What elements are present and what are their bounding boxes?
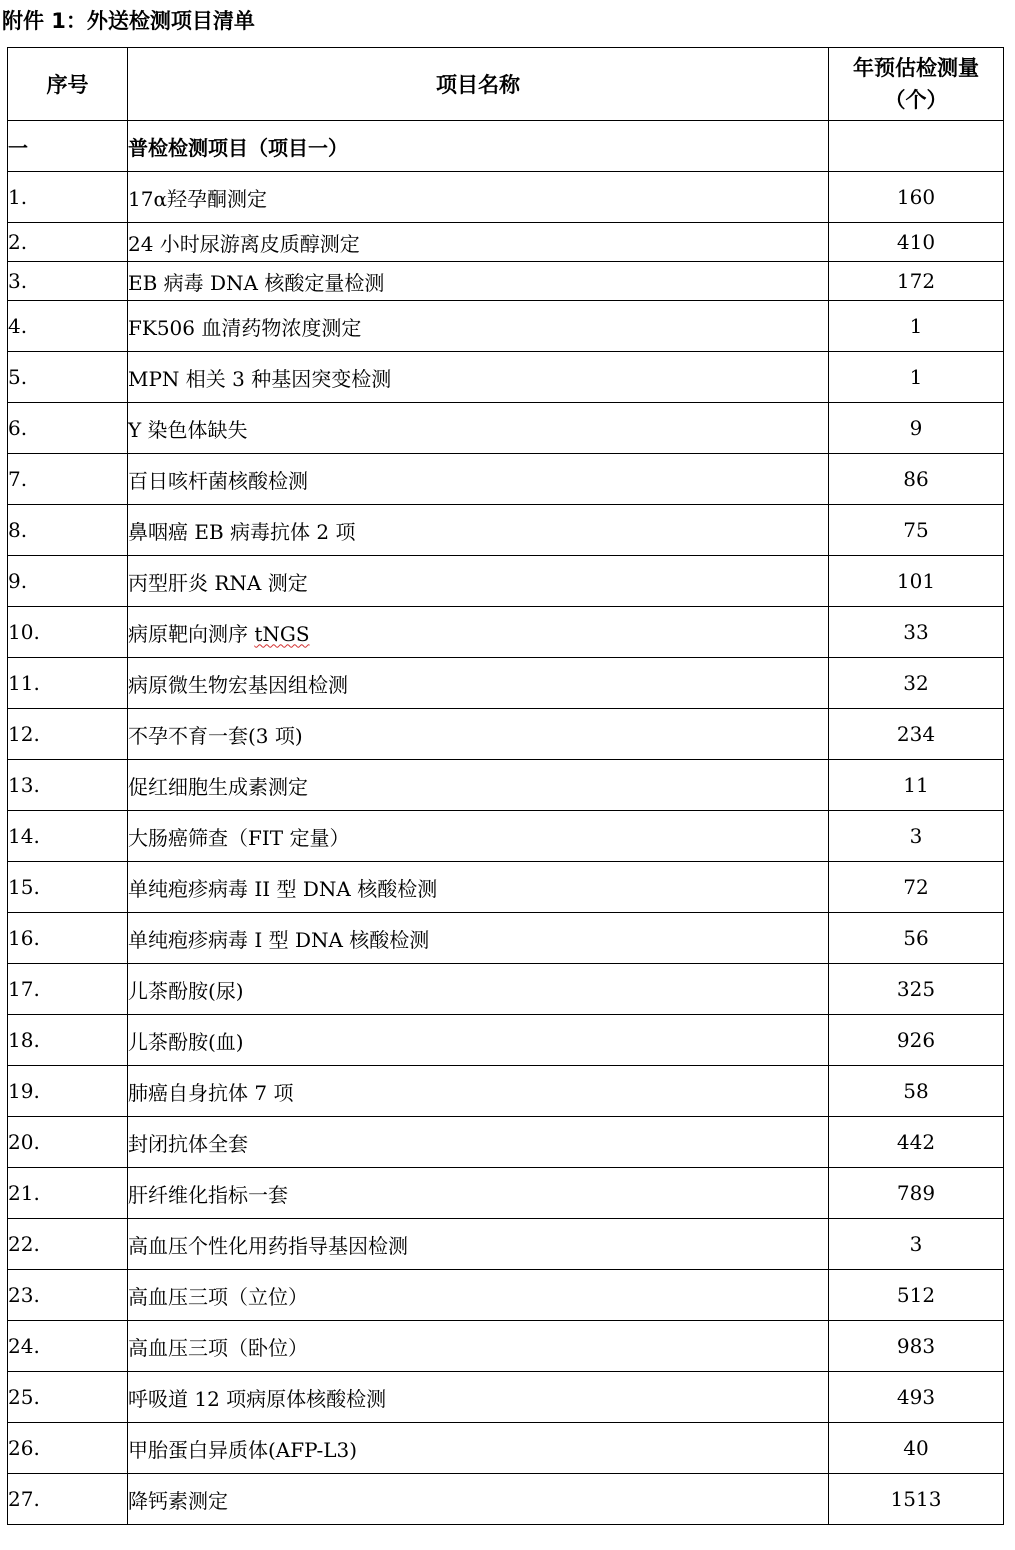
row-item-name-text: 降钙素测定 (128, 1488, 228, 1513)
row-number: 1. (8, 172, 128, 223)
table-row (8, 607, 1004, 658)
row-annual-volume: 9 (829, 403, 1004, 454)
row-item-name (128, 223, 829, 262)
row-number: 17. (8, 964, 128, 1015)
table-row (8, 1474, 1004, 1525)
table-row (8, 811, 1004, 862)
table-row (8, 454, 1004, 505)
row-number: 6. (8, 403, 128, 454)
section-name: 普检检测项目（项目一） (128, 121, 829, 172)
row-annual-volume: 172 (829, 262, 1004, 301)
row-annual-volume: 86 (829, 454, 1004, 505)
row-annual-volume: 3 (829, 1219, 1004, 1270)
row-annual-volume: 1 (829, 352, 1004, 403)
row-item-name (128, 1474, 829, 1525)
row-item-name (128, 1270, 829, 1321)
row-item-name (128, 454, 829, 505)
table-row (8, 1066, 1004, 1117)
row-annual-volume: 493 (829, 1372, 1004, 1423)
table-row (8, 262, 1004, 301)
row-annual-volume: 58 (829, 1066, 1004, 1117)
row-number: 10. (8, 607, 128, 658)
row-annual-volume: 3 (829, 811, 1004, 862)
row-item-name-text: 丙型肝炎 RNA 测定 (128, 570, 308, 595)
row-item-name-text: 病原靶向测序 (128, 621, 255, 646)
row-item-name (128, 607, 829, 658)
row-item-name (128, 964, 829, 1015)
header-item-name: 项目名称 (128, 48, 829, 121)
row-item-name (128, 172, 829, 223)
row-item-name-text: 24 小时尿游离皮质醇测定 (128, 231, 360, 256)
row-number: 18. (8, 1015, 128, 1066)
row-number: 22. (8, 1219, 128, 1270)
row-number: 8. (8, 505, 128, 556)
row-annual-volume: 33 (829, 607, 1004, 658)
row-item-name (128, 862, 829, 913)
row-annual-volume: 234 (829, 709, 1004, 760)
row-item-name-text: 单纯疱疹病毒 II 型 DNA 核酸检测 (128, 876, 438, 901)
row-number: 21. (8, 1168, 128, 1219)
row-annual-volume: 11 (829, 760, 1004, 811)
table-header-row (8, 48, 1004, 121)
row-item-name-text: 肺癌自身抗体 7 项 (128, 1080, 294, 1105)
row-annual-volume: 40 (829, 1423, 1004, 1474)
table-row (8, 1219, 1004, 1270)
row-item-name (128, 403, 829, 454)
table-row (8, 1015, 1004, 1066)
row-annual-volume: 32 (829, 658, 1004, 709)
table-row (8, 301, 1004, 352)
row-item-name (128, 352, 829, 403)
row-item-name-text: 儿茶酚胺(尿) (128, 978, 244, 1003)
row-annual-volume: 75 (829, 505, 1004, 556)
row-number: 12. (8, 709, 128, 760)
table-row (8, 862, 1004, 913)
row-number: 19. (8, 1066, 128, 1117)
row-annual-volume: 160 (829, 172, 1004, 223)
section-volume (829, 121, 1004, 172)
row-item-name-text: 儿茶酚胺(血) (128, 1029, 244, 1054)
row-item-name (128, 760, 829, 811)
row-number: 26. (8, 1423, 128, 1474)
table-row (8, 1321, 1004, 1372)
row-annual-volume: 512 (829, 1270, 1004, 1321)
row-item-name (128, 1015, 829, 1066)
table-row (8, 223, 1004, 262)
row-item-name (128, 1066, 829, 1117)
row-item-name-text: 鼻咽癌 EB 病毒抗体 2 项 (128, 519, 356, 544)
section-row (8, 121, 1004, 172)
row-number: 5. (8, 352, 128, 403)
row-item-name (128, 913, 829, 964)
row-number: 25. (8, 1372, 128, 1423)
row-item-name (128, 658, 829, 709)
table-row (8, 1270, 1004, 1321)
header-annual-volume (829, 48, 1004, 121)
row-item-name-text: 高血压三项（立位） (128, 1284, 308, 1309)
table-row (8, 505, 1004, 556)
row-item-name-text: 甲胎蛋白异质体(AFP-L3) (128, 1437, 358, 1462)
row-item-name (128, 1372, 829, 1423)
row-number: 11. (8, 658, 128, 709)
table-row (8, 352, 1004, 403)
table-row (8, 172, 1004, 223)
table-row (8, 709, 1004, 760)
table-row (8, 1372, 1004, 1423)
row-number: 13. (8, 760, 128, 811)
row-annual-volume: 325 (829, 964, 1004, 1015)
row-number: 7. (8, 454, 128, 505)
row-item-name-text: Y 染色体缺失 (128, 417, 248, 442)
row-number: 15. (8, 862, 128, 913)
table-row (8, 658, 1004, 709)
row-item-name-text: EB 病毒 DNA 核酸定量检测 (128, 270, 385, 295)
row-item-name-text: MPN 相关 3 种基因突变检测 (128, 366, 392, 391)
row-annual-volume: 983 (829, 1321, 1004, 1372)
row-item-name-text: 病原微生物宏基因组检测 (128, 672, 348, 697)
row-item-name (128, 1219, 829, 1270)
row-item-name (128, 262, 829, 301)
row-annual-volume: 72 (829, 862, 1004, 913)
row-item-name-text: 不孕不育一套(3 项) (128, 723, 303, 748)
row-number: 23. (8, 1270, 128, 1321)
row-annual-volume: 926 (829, 1015, 1004, 1066)
row-item-name (128, 505, 829, 556)
row-number: 16. (8, 913, 128, 964)
table-row (8, 403, 1004, 454)
row-number: 20. (8, 1117, 128, 1168)
row-item-name-text: 肝纤维化指标一套 (128, 1182, 288, 1207)
section-number: 一 (8, 121, 128, 172)
row-item-name (128, 709, 829, 760)
row-item-name-text: 单纯疱疹病毒 I 型 DNA 核酸检测 (128, 927, 430, 952)
row-item-name-text: 呼吸道 12 项病原体核酸检测 (128, 1386, 387, 1411)
row-number: 4. (8, 301, 128, 352)
table-row (8, 964, 1004, 1015)
row-number: 14. (8, 811, 128, 862)
row-item-name (128, 1168, 829, 1219)
row-number: 9. (8, 556, 128, 607)
table-row (8, 1168, 1004, 1219)
row-item-name (128, 301, 829, 352)
row-annual-volume: 1 (829, 301, 1004, 352)
row-item-name-text: 促红细胞生成素测定 (128, 774, 308, 799)
table-row (8, 556, 1004, 607)
row-item-name (128, 1423, 829, 1474)
header-annual-volume-unit: （个） (884, 88, 948, 112)
row-annual-volume: 410 (829, 223, 1004, 262)
table-row (8, 1117, 1004, 1168)
row-annual-volume: 56 (829, 913, 1004, 964)
table-row (8, 1423, 1004, 1474)
table-row (8, 913, 1004, 964)
row-item-name (128, 1321, 829, 1372)
header-annual-volume-label: 年预估检测量 (853, 56, 979, 80)
row-number: 27. (8, 1474, 128, 1525)
row-item-name-text: 高血压三项（卧位） (128, 1335, 308, 1360)
row-number: 24. (8, 1321, 128, 1372)
row-item-name (128, 1117, 829, 1168)
row-item-name-marked-text: tNGS (254, 621, 310, 646)
row-annual-volume: 442 (829, 1117, 1004, 1168)
row-annual-volume: 789 (829, 1168, 1004, 1219)
row-item-name-text: 高血压个性化用药指导基因检测 (128, 1233, 408, 1258)
row-item-name-text: 百日咳杆菌核酸检测 (128, 468, 308, 493)
row-number: 2. (8, 223, 128, 262)
row-item-name-text: 17α羟孕酮测定 (128, 186, 267, 211)
row-item-name-text: 封闭抗体全套 (128, 1131, 248, 1156)
test-items-table (7, 47, 1004, 1525)
row-item-name (128, 556, 829, 607)
row-annual-volume: 101 (829, 556, 1004, 607)
table-row (8, 760, 1004, 811)
header-serial-number: 序号 (8, 48, 128, 121)
document-title: 附件 1：外送检测项目清单 (2, 9, 255, 33)
row-number: 3. (8, 262, 128, 301)
row-annual-volume: 1513 (829, 1474, 1004, 1525)
row-item-name (128, 811, 829, 862)
row-item-name-text: 大肠癌筛查（FIT 定量） (128, 825, 350, 850)
row-item-name-text: FK506 血清药物浓度测定 (128, 315, 362, 340)
table-body (8, 121, 1004, 1525)
